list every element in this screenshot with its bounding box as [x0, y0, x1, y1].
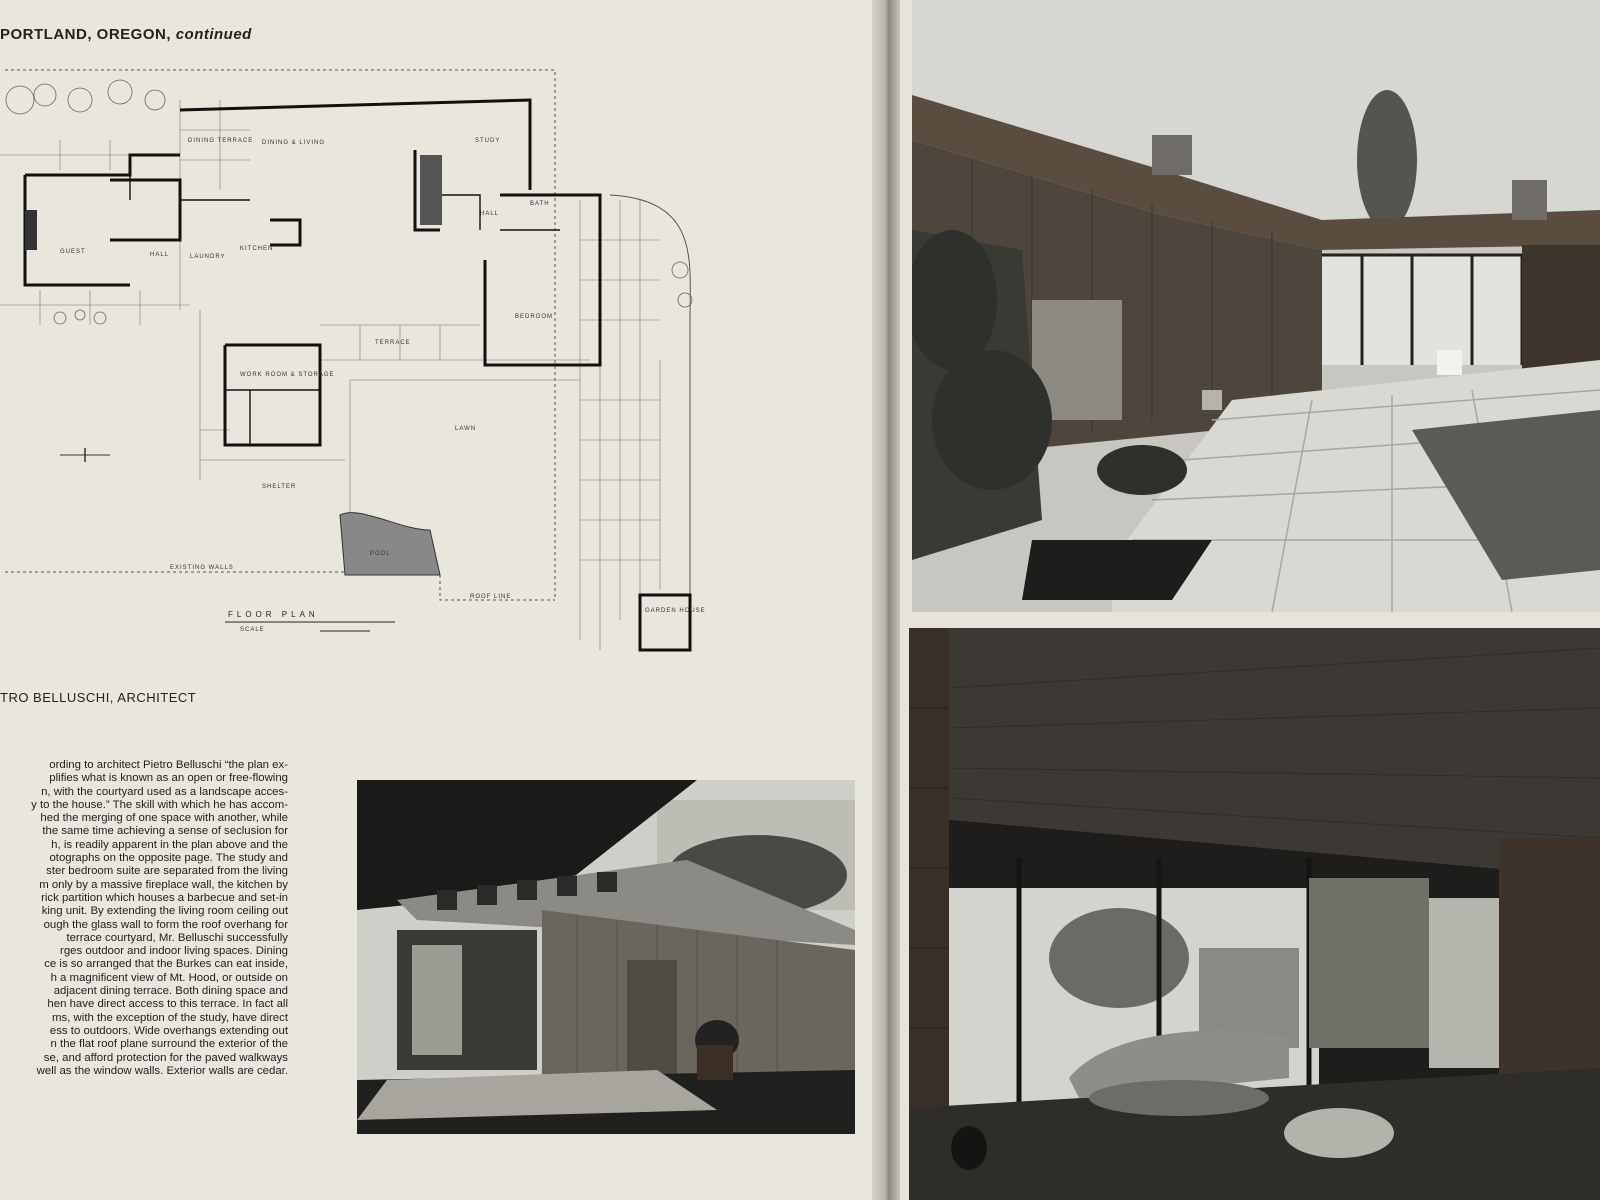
- plan-label-study: STUDY: [475, 138, 501, 144]
- plan-label-lawn: LAWN: [455, 426, 477, 432]
- plan-label-existing-walls: EXISTING WALLS: [170, 565, 234, 571]
- body-line: hen have direct access to this terrace. In fact all: [47, 998, 288, 1011]
- body-line: y to the house.” The skill with which he has accom-: [31, 798, 288, 811]
- body-line: hed the merging of one space with another, while: [40, 812, 288, 825]
- body-line: n the flat roof plane surround the exterior of the: [50, 1038, 288, 1051]
- plan-label-garden-house: GARDEN HOUSE: [645, 608, 706, 614]
- plan-label-laundry: LAUNDRY: [190, 254, 226, 260]
- courtyard-photo: [912, 0, 1600, 612]
- plan-label-shelter: SHELTER: [262, 484, 297, 490]
- plan-label-work-room: WORK ROOM & STORAGE: [240, 372, 335, 378]
- body-line: adjacent dining terrace. Both dining space and: [53, 985, 288, 998]
- body-line: terrace courtyard, Mr. Belluschi successfully: [66, 931, 288, 944]
- living-room-photo: [909, 628, 1600, 1200]
- body-line: otographs on the opposite page. The study and: [49, 852, 288, 865]
- plan-label-floor-plan: FLOOR PLAN: [228, 610, 319, 619]
- plan-label-dining-living: DINING & LIVING: [262, 140, 326, 146]
- body-line: h a magnificent view of Mt. Hood, or outside on: [50, 971, 288, 984]
- plan-label-scale: SCALE: [240, 627, 265, 633]
- book-gutter: [872, 0, 902, 1200]
- article-body: [0, 759, 288, 1078]
- entry-photo: [357, 780, 855, 1134]
- body-line: ster bedroom suite are separated from the living: [46, 865, 288, 878]
- body-line: h, is readily apparent in the plan above and the: [51, 838, 288, 851]
- plan-label-terrace: TERRACE: [375, 340, 411, 346]
- plan-label-dining-terrace: DINING TERRACE: [188, 138, 254, 144]
- body-line: the same time achieving a sense of seclusion for: [42, 825, 288, 838]
- body-line: ms, with the exception of the study, have direct: [52, 1011, 288, 1024]
- body-line: well as the window walls. Exterior walls are cedar.: [36, 1064, 288, 1077]
- body-line: m only by a massive fireplace wall, the kitchen by: [39, 878, 288, 891]
- body-line: king unit. By extending the living room ceiling out: [41, 905, 288, 918]
- body-line: n, with the courtyard used as a landscape acces-: [41, 785, 288, 798]
- plan-label-hall: HALL: [150, 252, 170, 258]
- body-line: ce is so arranged that the Burkes can eat inside,: [44, 958, 288, 971]
- body-line: ough the glass wall to form the roof overhang for: [43, 918, 288, 931]
- plan-label-kitchen: KITCHEN: [240, 246, 274, 252]
- body-line: rick partition which houses a barbecue and set-in: [41, 891, 288, 904]
- header-continued: continued: [175, 26, 252, 43]
- plan-label-roof-line: ROOF LINE: [470, 594, 512, 600]
- body-line: plifies what is known as an open or free-flowing: [49, 772, 288, 785]
- body-line: se, and afford protection for the paved walkways: [43, 1051, 288, 1064]
- body-line: rges outdoor and indoor living spaces. Dining: [60, 945, 288, 958]
- plan-label-guest: GUEST: [60, 249, 86, 255]
- floor-plan: [0, 60, 720, 670]
- plan-label-bath: BATH: [530, 201, 550, 207]
- plan-label-pool: POOL: [370, 551, 391, 557]
- page-header: [0, 26, 252, 43]
- body-line: ording to architect Pietro Belluschi “the plan ex-: [49, 759, 288, 771]
- body-line: ess to outdoors. Wide overhangs extending out: [49, 1024, 288, 1037]
- plan-label-bedroom: BEDROOM: [515, 314, 554, 320]
- architect-credit: TRO BELLUSCHI, ARCHITECT: [0, 690, 197, 705]
- header-location: PORTLAND, OREGON,: [0, 26, 172, 43]
- plan-label-hall2: HALL: [480, 211, 500, 217]
